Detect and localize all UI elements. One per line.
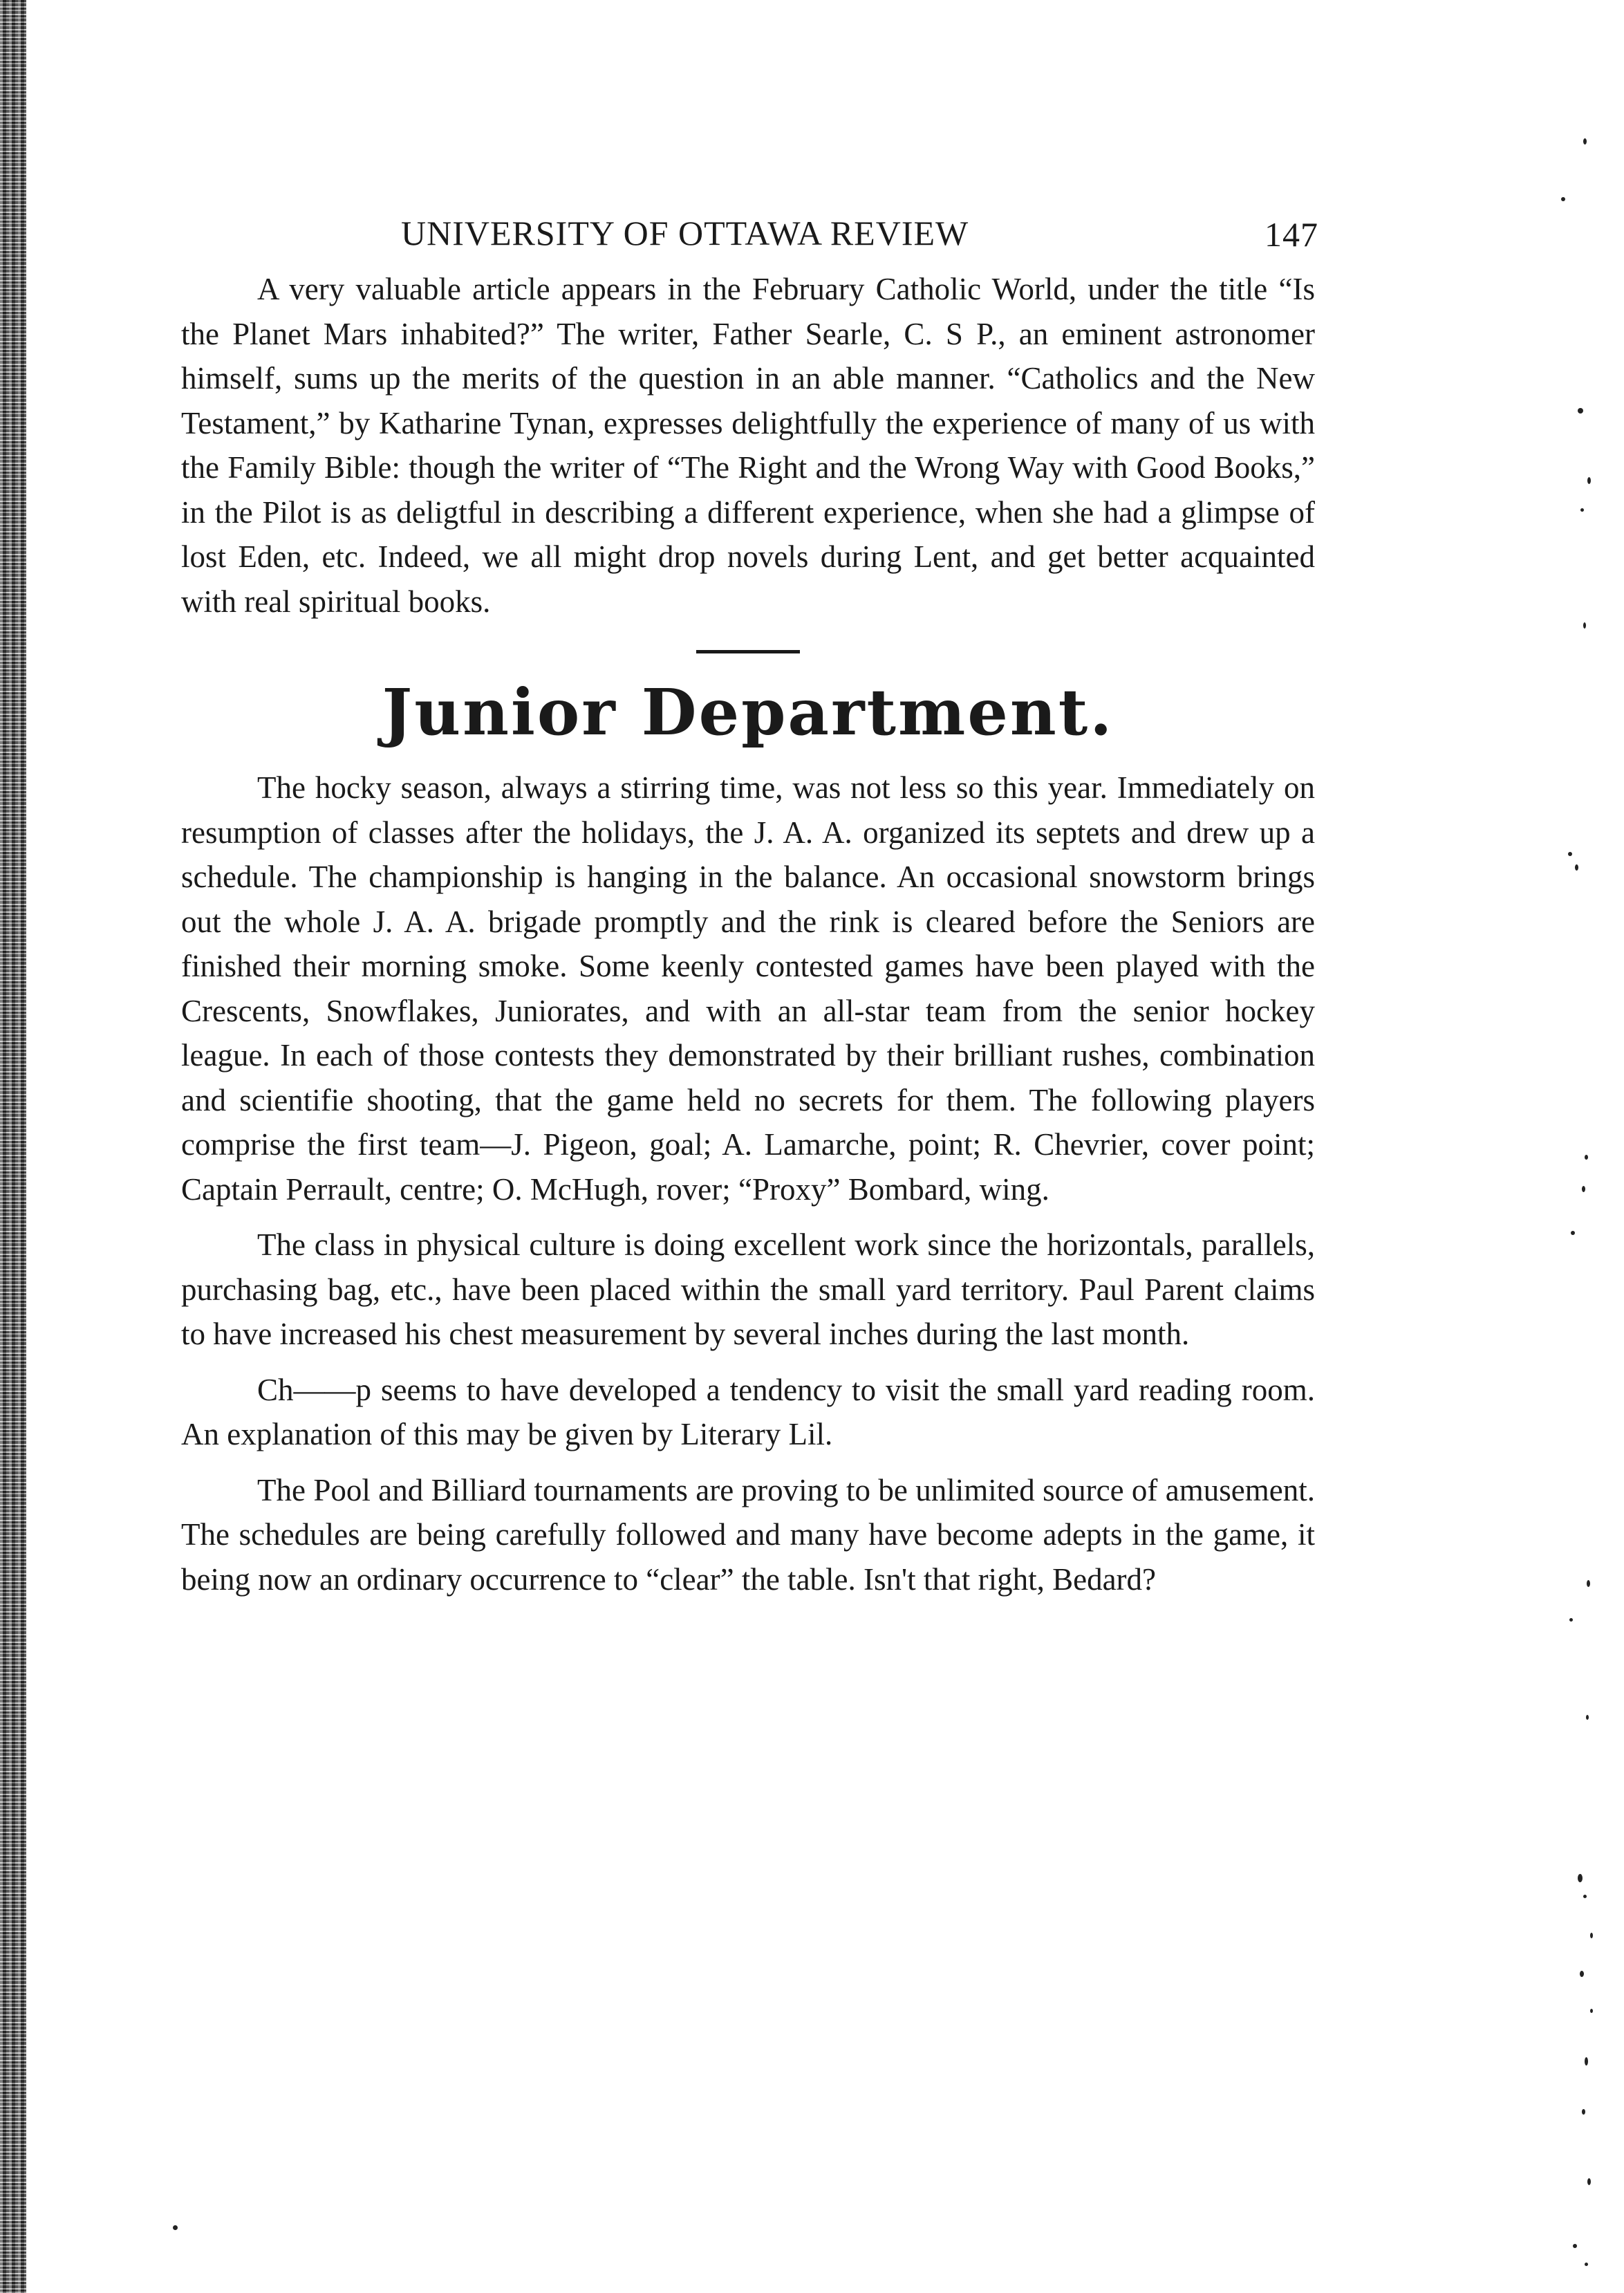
- scan-speck: [1585, 1155, 1588, 1160]
- scan-speck: [1590, 1933, 1593, 1938]
- intro-paragraph: A very valuable article appears in the February Catholic World, under the title “Is the Planet Mars inhabited?” The writer, Father Searle, C. S P., an eminent astronomer himself, sums up the merits of the question in an able manner. “Catholics and the New Testament,” by Katharine Tynan, expresses delightfully the experience of many of us with the Family Bible: though the writer of “The Right and the Wrong Way with Good Books,” in the Pilot is as deligtful in describing a different experience, when she had a glimpse of lost Eden, etc. Indeed, we all might drop novels during Lent, and get better acquainted with real spiritual books.: [181, 272, 1315, 619]
- journal-title: UNIVERSITY OF OTTAWA REVIEW: [401, 214, 969, 252]
- scan-speck: [1587, 1580, 1590, 1587]
- scan-speck: [1568, 852, 1572, 856]
- page-binding-edge: [0, 0, 26, 2293]
- running-head: [181, 207, 1318, 263]
- scan-speck: [1585, 2057, 1588, 2065]
- scan-speck: [1587, 2178, 1591, 2185]
- reading-room-paragraph: Ch——p seems to have developed a tendency to visit the small yard reading room. An explanation of this may be given by Literary Lil.: [181, 1372, 1315, 1451]
- junior-department-section: [181, 765, 1315, 1602]
- scan-speck: [1580, 1971, 1584, 1977]
- scan-speck: [1561, 197, 1565, 201]
- page-number: 147: [1264, 215, 1318, 254]
- scan-speck: [1571, 1231, 1575, 1235]
- scan-speck: [1590, 2009, 1593, 2013]
- scan-speck: [1586, 1715, 1589, 1720]
- scan-speck: [1569, 1618, 1573, 1622]
- scan-speck: [1582, 2109, 1585, 2115]
- scan-speck: [1578, 1874, 1583, 1882]
- scan-speck: [1578, 408, 1583, 414]
- page-body: [181, 207, 1318, 1602]
- scan-speck: [1583, 622, 1586, 629]
- scan-speck: [173, 2225, 178, 2230]
- scan-speck: [1580, 508, 1584, 512]
- scan-speck: [1587, 477, 1591, 484]
- scan-speck: [1583, 1895, 1587, 1898]
- section-divider: [696, 650, 800, 653]
- scan-speck: [1582, 1186, 1585, 1192]
- scan-speck: [1583, 138, 1587, 145]
- scan-speck: [1575, 864, 1578, 871]
- scan-speck: [1585, 2263, 1588, 2266]
- billiards-paragraph: The Pool and Billiard tournaments are proving to be unlimited source of amusement. The schedules are being carefully followed and many have become adepts in the game, it being now an ordinary occurrence to “clear” the table. Isn't that right, Bedard?: [181, 1472, 1315, 1597]
- hockey-paragraph: The hocky season, always a stirring time, was not less so this year. Immediately on resumption of classes after the holidays, the J. A. A. organized its septets and drew up a schedule. The championship is hanging in the balance. An occasional snowstorm brings out the whole J. A. A. brigade promptly and the rink is cleared before the Seniors are finished their morning smoke. Some keenly contested games have been played with the Crescents, Snowflakes, Juniorates, and with an all-star team from the senior hockey league. In each of those contests they demonstrated by their brilliant rushes, combination and scientifie shooting, that the game held no secrets for them. The following players comprise the first team—J. Pigeon, goal; A. Lamarche, point; R. Chevrier, cover point; Captain Perrault, centre; O. McHugh, rover; “Proxy” Bombard, wing.: [181, 770, 1315, 1207]
- section-heading: Junior Department.: [382, 675, 1114, 750]
- scan-speck: [1573, 2244, 1577, 2248]
- physical-culture-paragraph: The class in physical culture is doing excellent work since the horizontals, parallels, purchasing bag, etc., have been placed within the small yard territory. Paul Parent claims to have increased his chest measurement by several inches during the last month.: [181, 1227, 1315, 1351]
